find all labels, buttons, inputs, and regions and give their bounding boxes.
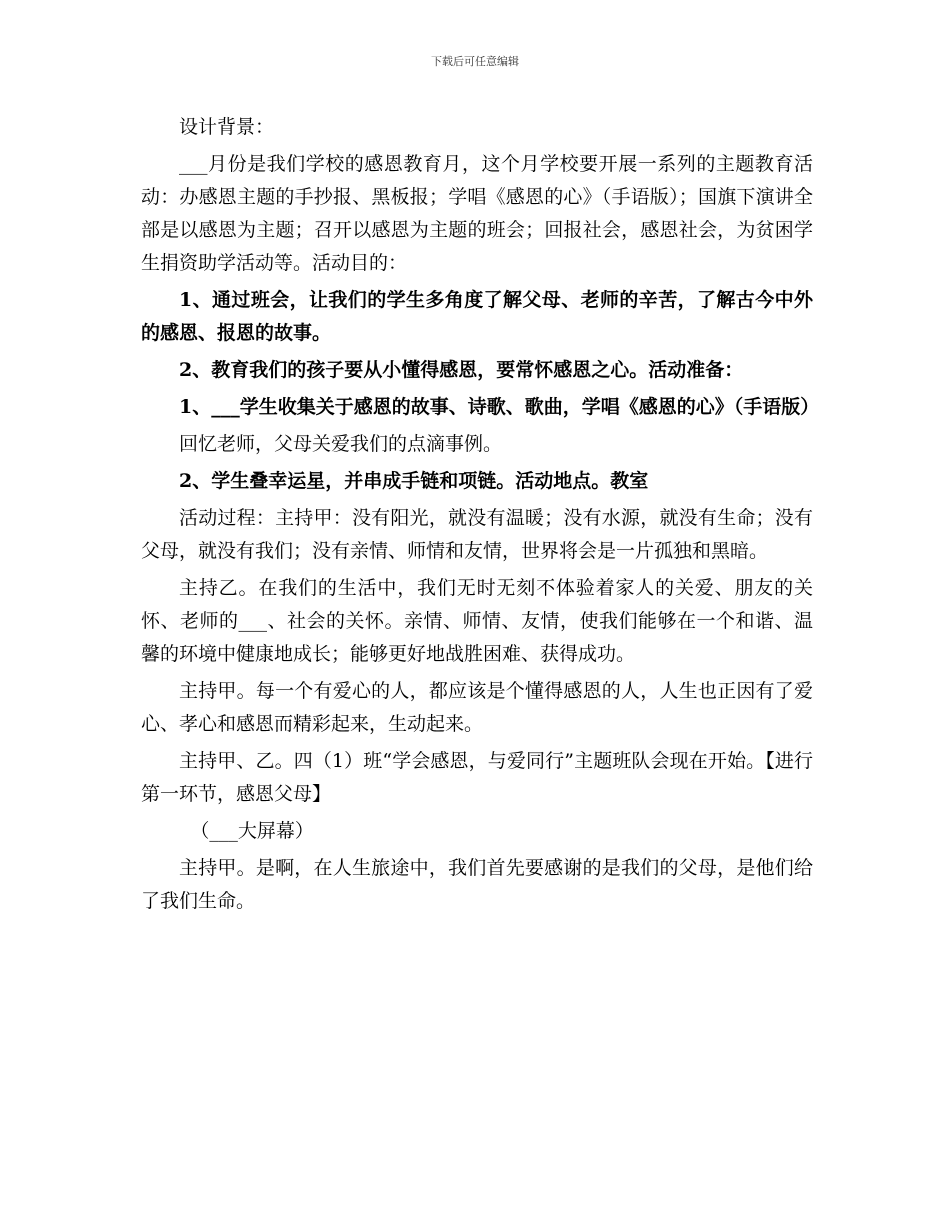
paragraph-prep-2: 2、学生叠幸运星，并串成手链和项链。活动地点。教室	[179, 470, 649, 492]
paragraph-host-a-b: 主持甲、乙。四（1）班“学会感恩，与爱同行”主题班队会现在开始。【进行第一环节，感恩父母】	[141, 750, 813, 805]
paragraph-screen-note: （___大屏幕）	[190, 820, 314, 842]
paragraph-prep-recall: 回忆老师，父母关爱我们的点滴事例。	[179, 433, 503, 455]
paragraph-goal-1: 1、通过班会，让我们的学生多角度了解父母、老师的辛苦，了解古今中外的感恩、报恩的故事。	[141, 289, 813, 344]
paragraph-design-background: ___月份是我们学校的感恩教育月，这个月学校要开展一系列的主题教育活动：办感恩主题的手抄报、黑板报；学唱《感恩的心》（手语版）；国旗下演讲全部是以感恩为主题；召开以感恩为主题的班会；回报社会，感恩社会，为贫困学生捐资助学活动等。活动目的：	[141, 153, 813, 274]
paragraph-goal-2: 2、教育我们的孩子要从小懂得感恩，要常怀感恩之心。活动准备：	[179, 359, 744, 381]
paragraph-host-a-3: 主持甲。是啊，在人生旅途中，我们首先要感谢的是我们的父母，是他们给了我们生命。	[141, 857, 813, 912]
document-body	[141, 111, 820, 922]
paragraph-host-b: 主持乙。在我们的生活中，我们无时无刻不体验着家人的关爱、朋友的关怀、老师的___、社会的关怀。亲情、师情、友情，使我们能够在一个和谐、温馨的环境中健康地成长；能够更好地战胜困难、获得成功。	[141, 577, 813, 665]
page-header: 下载后可任意编辑	[431, 55, 519, 68]
paragraph-design-background-heading: 设计背景：	[179, 116, 275, 138]
paragraph-process-host-a: 活动过程：主持甲：没有阳光，就没有温暖；没有水源，就没有生命；没有父母，就没有我们；没有亲情、师情和友情，世界将会是一片孤独和黑暗。	[141, 507, 813, 562]
paragraph-host-a-2: 主持甲。每一个有爱心的人，都应该是个懂得感恩的人，人生也正因有了爱心、孝心和感恩而精彩起来，生动起来。	[141, 680, 813, 735]
paragraph-prep-1: 1、___学生收集关于感恩的故事、诗歌、歌曲，学唱《感恩的心》（手语版）	[179, 396, 820, 418]
